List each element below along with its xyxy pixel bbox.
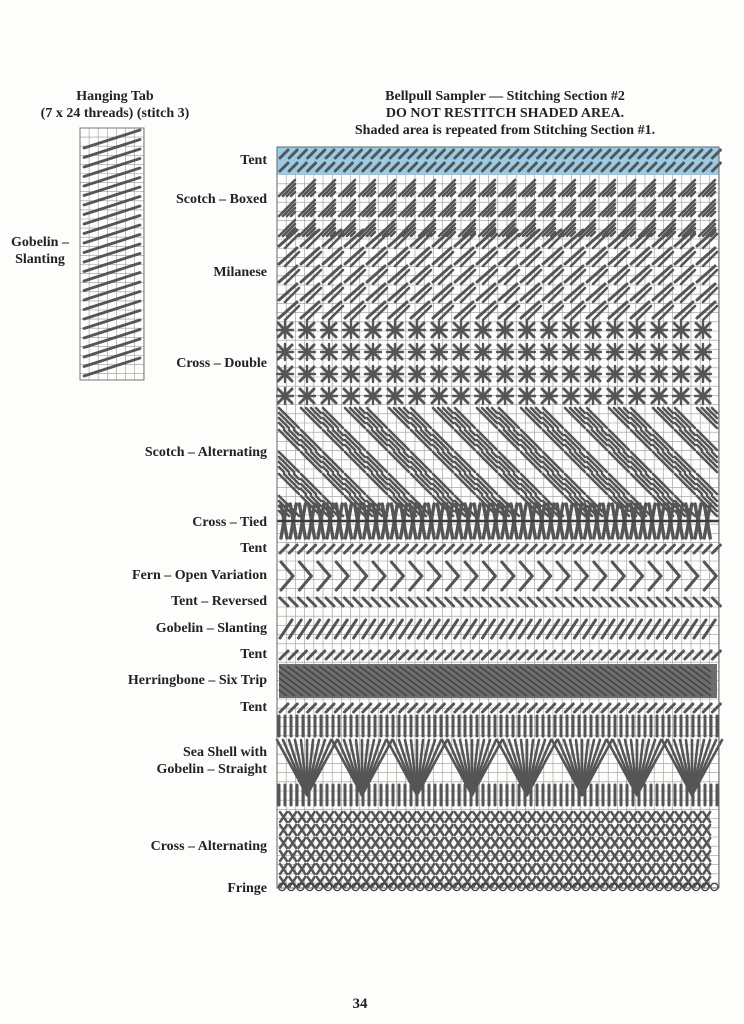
herringbone-band xyxy=(279,664,717,698)
row-label-cross-alternating: Cross – Alternating xyxy=(150,839,267,854)
scotch-boxed-band xyxy=(279,180,715,236)
row-label-tent-2: Tent xyxy=(240,647,267,662)
row-label-sea-shell-line2: Gobelin – Straight xyxy=(156,762,267,777)
row-label-herringbone: Herringbone – Six Trip xyxy=(127,673,267,688)
row-label-sea-shell-line1: Sea Shell with xyxy=(182,745,267,760)
row-label-tent-1: Tent xyxy=(240,541,267,556)
section-title-line3: Shaded area is repeated from Stitching Section #1. xyxy=(354,123,656,138)
section-title-line1: Bellpull Sampler — Stitching Section #2 xyxy=(385,89,625,104)
row-label-tent-3: Tent xyxy=(240,700,267,715)
hanging-tab-stitch-label-line1: Gobelin – xyxy=(11,235,69,250)
row-label-scotch-alternating: Scotch – Alternating xyxy=(144,445,267,460)
hanging-tab-grid xyxy=(80,128,144,380)
hanging-tab-title-line1: Hanging Tab xyxy=(76,89,154,104)
cross-tied-band xyxy=(277,504,719,538)
row-label-cross-double: Cross – Double xyxy=(176,356,267,371)
row-label-fern: Fern – Open Variation xyxy=(132,568,267,583)
row-label-tent-shaded: Tent xyxy=(240,153,267,168)
page-number: 34 xyxy=(352,996,368,1012)
row-label-scotch-boxed: Scotch – Boxed xyxy=(176,192,267,207)
cross-alternating-band xyxy=(280,812,710,887)
fern-band xyxy=(281,562,716,590)
row-label-cross-tied: Cross – Tied xyxy=(192,515,267,530)
hanging-tab-stitch-label-line2: Slanting xyxy=(15,252,65,267)
row-label-gobelin-slanting: Gobelin – Slanting xyxy=(155,621,267,636)
row-label-tent-reversed: Tent – Reversed xyxy=(171,594,267,609)
row-label-milanese: Milanese xyxy=(213,265,267,280)
cross-double-band xyxy=(277,322,711,404)
hanging-tab-title-line2: (7 x 24 threads) (stitch 3) xyxy=(40,106,190,121)
section-title-line2: DO NOT RESTITCH SHADED AREA. xyxy=(385,106,625,121)
sea-shell-band xyxy=(277,716,722,805)
row-label-fringe: Fringe xyxy=(227,881,267,896)
